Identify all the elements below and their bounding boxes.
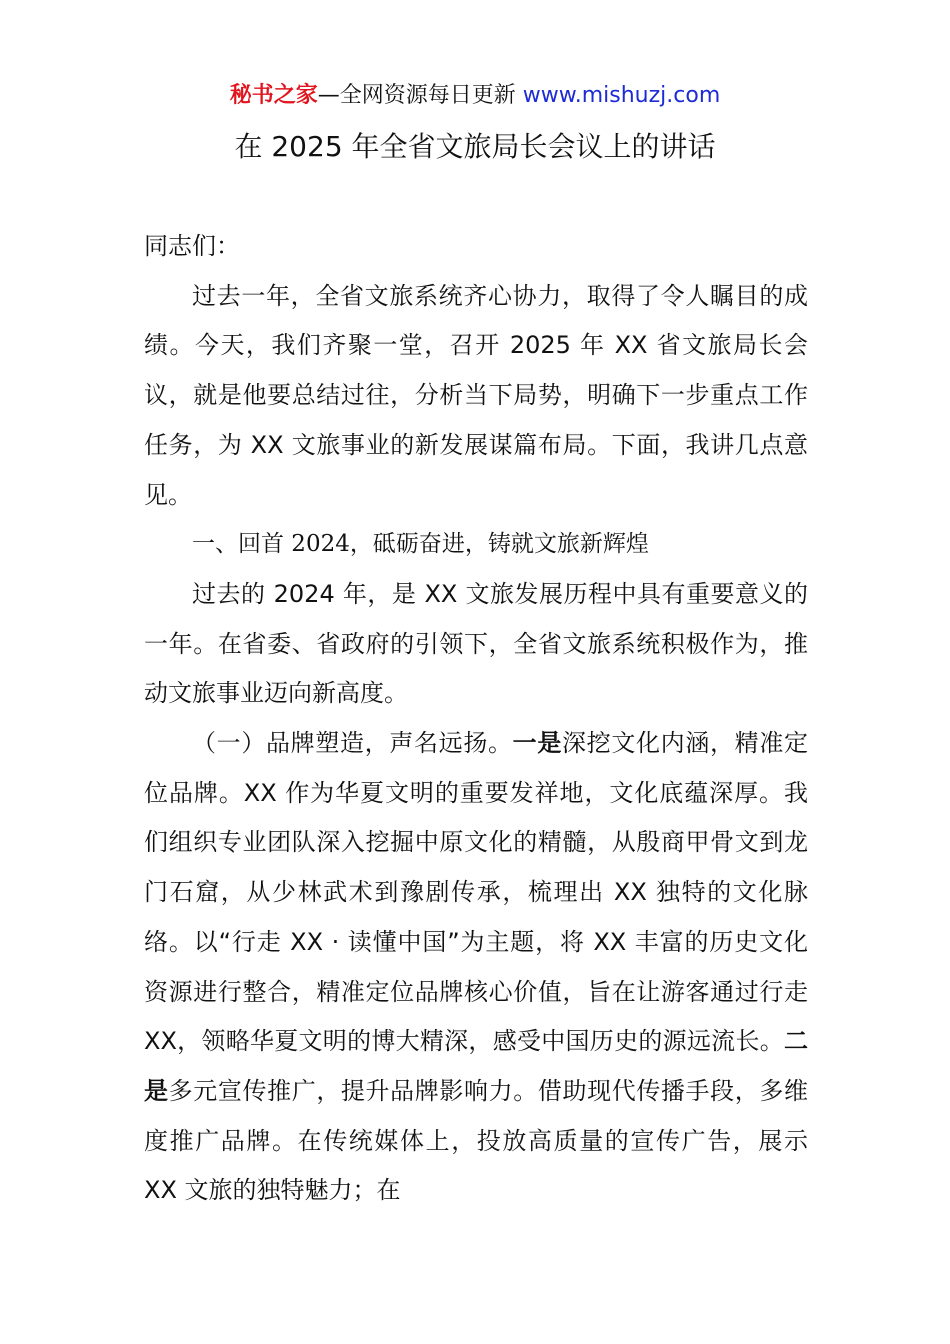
website-url[interactable]: www.mishuzj.com [522,83,721,108]
document-title: 在 2025 年全省文旅局长会议上的讲话 [234,130,716,163]
point-text-1: 深挖文化内涵，精准定位品牌。XX 作为华夏文明的重要发祥地，文化底蕴深厚。我们组织专业团队深入挖掘中原文化的精髓，从殷商甲骨文到龙门石窟，从少林武术到豫剧传承，梳理出 XX 独特的文化脉络。以“行走 XX · 读懂中国”为主题，将 XX 丰富的历史文化资源进行整合，精准定位品牌核心价值，旨在让游客通过行走 XX，领略华夏文明的博大精深，感受中国历史的源远流长。 [144,729,809,1056]
paragraph-brand [144,719,808,1216]
section-heading: 一、回首 2024，砥砺奋进，铸就文旅新辉煌 [192,531,649,558]
salutation: 同志们： [144,232,240,260]
point-text-2: 多元宣传推广，提升品牌影响力。借助现代传播手段，多维度推广品牌。在传统媒体上，投放高质量的宣传广告，展示 XX 文旅的独特魅力；在 [144,1076,809,1205]
paragraph-intro: 过去一年，全省文旅系统齐心协力，取得了令人瞩目的成绩。今天，我们齐聚一堂，召开 2025 年 XX 省文旅局长会议，就是他要总结过往，分析当下局势，明确下一步重点工作任务，为 XX 文旅事业的新发展谋篇布局。下面，我讲几点意见。 [144,281,808,509]
point-marker-1: 一是 [512,729,563,758]
site-header [0,80,950,112]
subsection-lead: （一）品牌塑造，声名远扬。 [192,729,513,758]
document-body [144,222,808,1216]
point-marker-2: 二是 [144,1027,808,1105]
paragraph-review: 过去的 2024 年，是 XX 文旅发展历程中具有重要意义的一年。在省委、省政府的引领下，全省文旅系统积极作为，推动文旅事业迈向新高度。 [144,579,808,708]
header-slogan: —全网资源每日更新 [317,83,523,108]
brand-name: 秘书之家 [229,83,318,108]
